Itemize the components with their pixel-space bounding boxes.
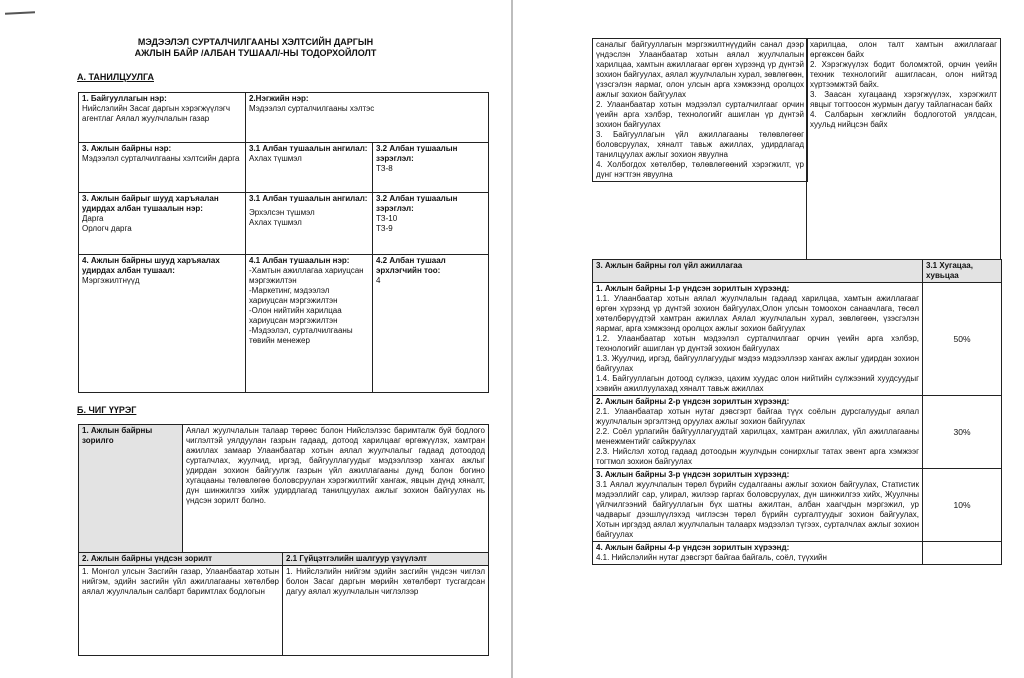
section-a-heading: А. ТАНИЛЦУУЛГА	[77, 72, 154, 82]
activity-item: 1.2. Улаанбаатар хотын мэдээлэл сурталчилгааг орчин үеийн арга хэлбэр, технологийг ашиглан үр дүнтэй зохион байгуулах	[596, 334, 919, 353]
goal-label: 1. Ажлын байрны зорилго	[82, 426, 153, 445]
boss-rank-value: ТЗ-10 ТЗ-9	[376, 214, 398, 233]
rank-label: 3.2 Албан тушаалын зэрэглэл:	[376, 144, 458, 163]
post-label: 3. Ажлын байрны нэр:	[82, 144, 172, 153]
main-goal-label: 2. Ажлын байрны үндсэн зорилт	[79, 553, 283, 566]
unit-label: 2.Нэгжийн нэр:	[249, 94, 309, 103]
activity-group-4-title: 4. Ажлын байрны 4-р үндсэн зорилтын хүрээнд:	[596, 543, 790, 552]
continued-left-4: 4. Холбогдох хөтөлбөр, төлөвлөгөөний хэрэгжилт, үр дүнг нэгтгэн явуулна	[596, 160, 804, 179]
boss-cell	[79, 193, 246, 255]
activity-group-1-percent: 50%	[923, 283, 1002, 396]
activity-item: 3.1 Аялал жуулчлалын төрөл бүрийн судалгааны ажлыг зохион байгуулах, Статистик мэдээллийг сар, улирал, жилээр гаргах боловсруулах, дүн шинжилгээ хийх, Жуулчны үйлчилгээний байгууллагын бүх шатны ажилтан, албан хаагчдын мэргэжил, ур чадварыг дээшлүүлэхэд чиглэсэн төрөл бүрийн сургалтуудыг зохион байгуулах, Хотын иргэдэд аялал жуулчлалын талаарх мэдээлэл түгээх, сурталчлах ажлыг зохион байгуулах	[596, 480, 919, 539]
class-label: 3.1 Албан тушаалын ангилал:	[249, 144, 368, 153]
activity-group-3-title: 3. Ажлын байрны 3-р үндсэн зорилтын хүрээнд:	[596, 470, 790, 479]
activity-item: 4.1. Нийслэлийн нутаг дэвсгэрт байгаа байгаль, соёл, түүхийн	[596, 553, 827, 562]
activity-item: 1.4. Байгууллагын дотоод сүлжээ, цахим хуудас олон нийтийн сүлжээний хуудсуудыг хэвийн ажиллуулахад хяналт тавьж ажиллах	[596, 374, 919, 393]
main-goal-text: 1. Монгол улсын Засгийн газар, Улаанбаатар хотын нийгэм, эдийн засгийн үйл ажиллагааны хөтөлбөр аялал жуулчлалын салбарт баримтлах бодлогын	[79, 566, 283, 656]
unit-cell	[246, 93, 489, 143]
org-label: 1. Байгууллагын нэр:	[82, 94, 167, 103]
activity-item: 2.3. Нийслэл хотод гадаад дотоодын жуулчдын сонирхлыг татах эвент арга хэмжээг тогтмол зохион байгуулах	[596, 447, 919, 466]
document-title-line-2: АЖЛЫН БАЙР /АЛБАН ТУШААЛ/-НЫ ТОДОРХОЙЛОЛТ	[134, 48, 377, 58]
boss-rank-cell	[373, 193, 489, 255]
introduction-table	[78, 92, 489, 393]
sub-count-cell	[373, 255, 489, 393]
activity-group-2-title: 2. Ажлын байрны 2-р үндсэн зорилтын хүрээнд:	[596, 397, 790, 406]
boss-rank-label: 3.2 Албан тушаалын зэрэглэл:	[376, 194, 458, 213]
org-cell	[79, 93, 246, 143]
rank-value: ТЗ-8	[376, 164, 393, 173]
org-value: Нийслэлийн Засаг даргын хэрэгжүүлэгч агентлаг Аялал жуулчлалын газар	[82, 104, 230, 123]
activity-item: 2.2. Соёл урлагийн байгууллагуудтай харилцах, хамтран ажиллах, үйл ажиллагааны менежментийг сайжруулах	[596, 427, 919, 446]
activity-item: 1.1. Улаанбаатар хотын аялал жуулчлалын гадаад харилцаа, хамтын ажиллагааг өргөн хүрээнд үр дүнтэй зохион байгуулах,Олон улсын томоохон санаачлага, төсөл хөтөлбөрүүдтэй хамтран ажиллах Аялал жуулчлалын хурал, зөвлөгөөн, үзэсгэлэн яармаг, арга хэмжээнд оролцох ажлыг зохион байгуулах	[596, 294, 919, 333]
sub-count-label: 4.2 Албан тушаал эрхлэгчийн тоо:	[376, 256, 446, 275]
sub-names-cell	[246, 255, 373, 393]
activity-group-3-percent: 10%	[923, 469, 1002, 542]
continued-right-2: 2. Хэрэгжүүлэх бодит боломжтой, орчин үеийн техник технологийг ашигласан, олон нийтэд хүртээмжтэй байх.	[810, 60, 997, 89]
boss-class-cell	[246, 193, 373, 255]
goal-text: Аялал жуулчлалын талаар төрөөс болон Нийслэлээс баримталж буй бодлого чиглэлтэй уялдуулан газрын гадаад, дотоод харилцааг өргөжүүлэх, хамтран ажиллах замаар Улаанбаатар хотын аялал жуулчлалыг гадаад дотоодод сурталчлах, жуулчид, иргэд, байгууллагуудыг мэдээллээр хангах ажлыг удирдан зохион байгуулж газрын үйл ажиллагааны дунд болон богино хугацааны төлөвлөгөө боловсруулан хэрэгжилтийг хангаж, явцын дүнд хяналт, дүн шинжилгээ хийж удирдлагад танилцуулах ажлыг зохион байгуулах нь үндсэн зорилт болно.	[183, 425, 489, 553]
boss-class-label: 3.1 Албан тушаалын ангилал:	[249, 194, 368, 203]
goal-label-cell	[79, 425, 183, 553]
continued-right-column	[807, 39, 1001, 260]
sub-names-value: -Хамтын ажиллагаа хариуцсан мэргэжилтэн -Маркетинг, мэдээлэл хариуцсан мэргэжилтэн -Олон нийтийн харилцаа хариуцсан мэргэжилтэн -Мэдээлэл, сурталчилгааны төвийн менежер	[249, 266, 364, 345]
boss-value: Дарга Орлогч дарга	[82, 214, 132, 233]
activity-group-4-percent	[923, 542, 1002, 565]
continued-left-2: 2. Улаанбаатар хотын мэдээлэл сурталчилгааг орчин үеийн арга хэлбэр, технологийг ашиглан үр дүнтэй зохион байгуулах	[596, 100, 804, 129]
subordinates-value: Мэргэжилтнүүд	[82, 276, 140, 285]
result-label: 2.1 Гүйцэтгэлийн шалгуур үзүүлэлт	[283, 553, 489, 566]
pen-mark	[5, 11, 35, 15]
activities-table	[592, 259, 1002, 565]
activity-item: 2.1. Улаанбаатар хотын нутаг дэвсгэрт байгаа түүх соёлын дурсгалуудыг аялал жуулчлалын эргэлтэнд оруулах ажлыг зохион байгуулах	[596, 407, 919, 426]
activities-timeframe-header: 3.1 Хугацаа, хувьцаа	[923, 260, 1002, 283]
continued-left-3: 3. Байгууллагын үйл ажиллагааны төлөвлөгөөг боловсруулах, хяналт тавьж ажиллах, удирдлагад танилцуулах ажлыг зохион явуулна	[596, 130, 804, 159]
continued-right-1: харилцаа, олон талт хамтын ажиллагааг өргөжсөн байх	[810, 40, 997, 59]
post-cell	[79, 143, 246, 193]
continued-left-1: саналыг байгууллагын мэргэжилтнүүдийн санал дээр үндэслэн Улаанбаатар хотын аялал жуулчлалын харилцаа, хамтын ажиллагааг өргөн хүрээнд үр дүнтэй зохион байгуулах, аялал жуулчлалын хурал, зөвлөгөөн, үзэсгэлэн яармаг, олон улсын арга хэмжээнд оролцох ажлыг зохион байгуулах	[596, 40, 804, 99]
activity-group-1	[593, 283, 923, 396]
subordinates-cell	[79, 255, 246, 393]
activity-group-2-percent: 30%	[923, 396, 1002, 469]
right-document-page	[513, 0, 1024, 678]
activities-header: 3. Ажлын байрны гол үйл ажиллагаа	[593, 260, 923, 283]
sub-names-label: 4.1 Албан тушаалын нэр:	[249, 256, 350, 265]
class-value: Ахлах түшмэл	[249, 154, 302, 163]
unit-value: Мэдээлэл сурталчилгааны хэлтэс	[249, 104, 375, 113]
activity-group-4	[593, 542, 923, 565]
continued-right-3: 3. Заасан хугацаанд хэрэгжүүлэх, хэрэгжилт явцыг тогтоосон журмын дагуу тайлагнасан байх	[810, 90, 997, 109]
continued-right-4: 4. Салбарын хөгжлийн бодлоготой уялдсан, хуульд нийцсэн байх	[810, 110, 997, 129]
boss-class-value: Эрхэлсэн түшмэл Ахлах түшмэл	[249, 208, 315, 227]
result-text: 1. Нийслэлийн нийгэм эдийн засгийн үндсэн чиглэл болон Засаг даргын мөрийн хөтөлбөрт тусгагдсан дагуу аялал жуулчлалын чиглэлээр	[283, 566, 489, 656]
duties-table	[78, 424, 489, 656]
continued-duties-table	[592, 38, 808, 182]
section-b-heading: Б. ЧИГ ҮҮРЭГ	[77, 405, 137, 415]
class-cell	[246, 143, 373, 193]
continued-results-table	[806, 38, 1001, 260]
post-value: Мэдээлэл сурталчилгааны хэлтсийн дарга	[82, 154, 240, 163]
rank-cell	[373, 143, 489, 193]
subordinates-label: 4. Ажлын байрны шууд харъяалах удирдах албан тушаал:	[82, 256, 220, 275]
continued-left-column	[593, 39, 808, 182]
left-document-page	[0, 0, 511, 678]
activity-group-1-title: 1. Ажлын байрны 1-р үндсэн зорилтын хүрээнд:	[596, 284, 790, 293]
activity-group-2	[593, 396, 923, 469]
sub-count-value: 4	[376, 276, 381, 285]
document-title-line-1: МЭДЭЭЛЭЛ СУРТАЛЧИЛГААНЫ ХЭЛТСИЙН ДАРГЫН	[137, 37, 374, 47]
boss-label: 3. Ажлын байрыг шууд харъяалан удирдах албан тушаалын нэр:	[82, 194, 219, 213]
activity-group-3	[593, 469, 923, 542]
activity-item: 1.3. Жуулчид, иргэд, байгууллагуудыг мэдээ мэдээллээр хангах ажлыг удирдан зохион байгуулах	[596, 354, 919, 373]
